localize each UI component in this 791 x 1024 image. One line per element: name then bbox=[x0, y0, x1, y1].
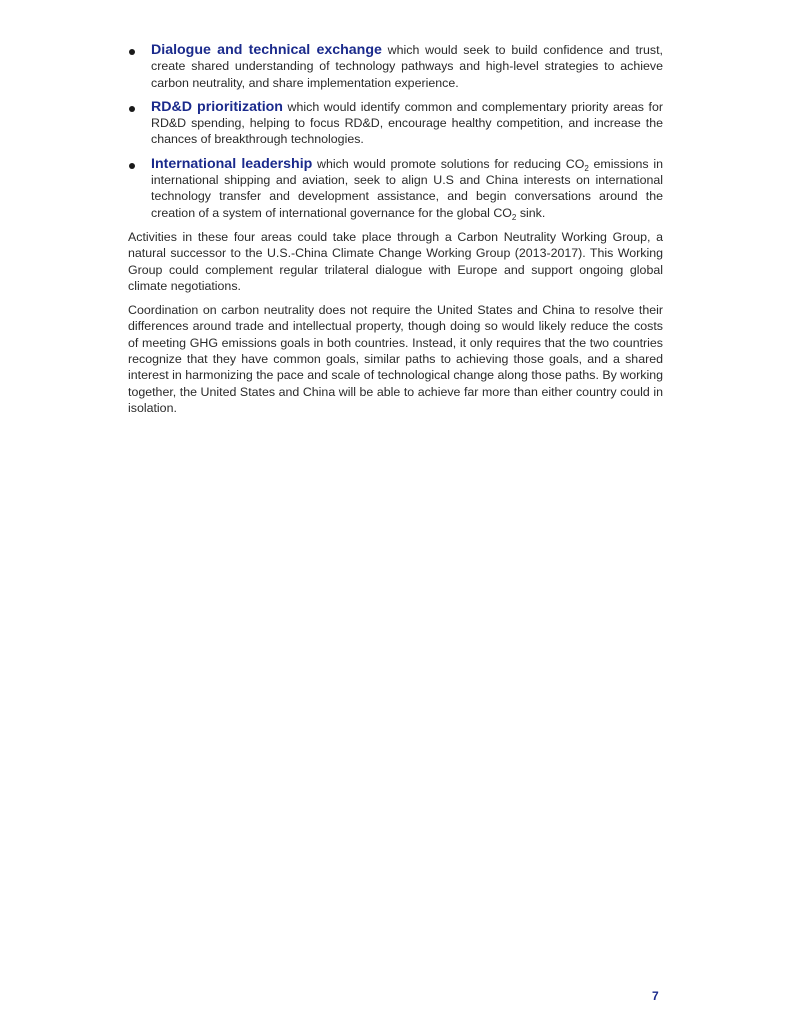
bullet-lead: Dialogue and technical exchange bbox=[151, 42, 382, 58]
bullet-lead: International leadership bbox=[151, 155, 313, 172]
bullet-item-rdd bbox=[128, 99, 663, 148]
bullet-icon bbox=[129, 49, 135, 55]
page-content bbox=[128, 42, 663, 424]
bullet-text: emissions in international shipping and aviation, seek to align U.S and China interests on international technology transfer and development assistance, and begin conversations around the creation of a system of international governance for the global CO bbox=[151, 156, 663, 220]
bullet-list bbox=[128, 42, 663, 221]
page-number: 7 bbox=[652, 989, 659, 1003]
bullet-item-international bbox=[128, 156, 663, 221]
subscript: 2 bbox=[584, 163, 589, 173]
bullet-lead: RD&D prioritization bbox=[151, 98, 283, 115]
bullet-icon bbox=[129, 163, 135, 169]
bullet-text: which would seek to build confidence and trust, create shared understanding of technology pathways and high-level strategies to achieve carbon neutrality, and share implementation experience. bbox=[151, 43, 663, 90]
body-paragraph: Activities in these four areas could take place through a Carbon Neutrality Working Group, a natural successor to the U.S.-China Climate Change Working Group (2013-2017). This Working Group could complement regular trilateral dialogue with Europe and support ongoing global climate negotiations. bbox=[128, 229, 663, 293]
bullet-item-dialogue bbox=[128, 42, 663, 91]
bullet-text: which would promote solutions for reducing CO bbox=[312, 156, 585, 171]
body-paragraph: Coordination on carbon neutrality does not require the United States and China to resolve their differences around trade and intellectual property, though doing so would likely reduce the costs of meeting GHG emissions goals in both countries. Instead, it only requires that the two countries recognize that they have common goals, similar paths to achieving those goals, and a shared interest in harmonizing the pace and scale of technological change along those paths. By working together, the United States and China will be able to achieve far more than either country could in isolation. bbox=[128, 303, 663, 415]
bullet-icon bbox=[129, 106, 135, 112]
bullet-text: which would identify common and complementary priority areas for RD&D spending, helping to focus RD&D, encourage healthy competition, and increase the chances of breakthrough technologies. bbox=[151, 99, 663, 147]
bullet-text: sink. bbox=[516, 205, 546, 220]
subscript: 2 bbox=[511, 212, 517, 222]
